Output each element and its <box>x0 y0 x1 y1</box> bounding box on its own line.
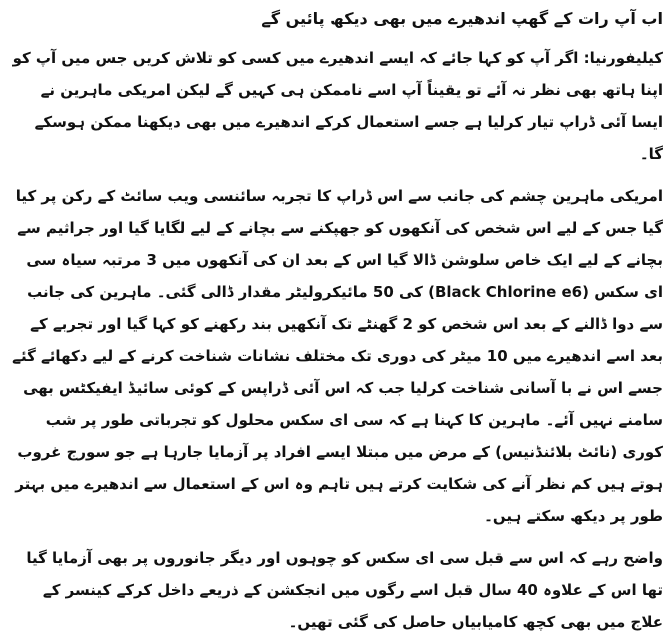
article-paragraph-intro: کیلیفورنیا: اگر آپ کو کہا جائے کہ ایسے اندھیرے میں کسی کو تلاش کریں جس میں آپ کو اپنا ہاتھ بھی نظر نہ آئے تو یقیناً آپ اسے ناممکن ہی کہیں گے لیکن امریکی ماہرین نے ایسا آئی ڈراپ تیار کرلیا ہے جسے استعمال کرکے اندھیرے میں بھی دیکھنا ممکن ہوسکے گا۔ <box>12 49 663 163</box>
article-title: اب آپ رات کے گھپ اندھیرے میں بھی دیکھ پائیں گے <box>261 9 663 28</box>
article-paragraph-experiment: امریکی ماہرین چشم کی جانب سے اس ڈراپ کا تجربہ سائنسی ویب سائٹ کے رکن پر کیا گیا جس کے لیے اس شخص کی آنکھوں کو جھپکنے سے بچانے کے لیے لگایا گیا اور جراثیم سے بچانے کے لیے ایک خاص سلوشن ڈالا گیا اس کے بعد ان کی آنکھوں میں 3 مرتبہ سیاہ سی ای سکس (Black Chlorine e6) کی 50 مائیکرولیٹر مقدار ڈالی گئی۔ ماہرین کی جانب سے دوا ڈالنے کے بعد اس شخص کو 2 گھنٹے تک آنکھیں بند رکھنے کو کہا گیا اور تجربے کے بعد اسے اندھیرے میں 10 میٹر کی دوری تک مختلف نشانات شناخت کرنے کے لیے دکھائے گئے جسے اس نے با آسانی شناخت کرلیا جب کہ اس آئی ڈراپس کے کوئی سائیڈ ایفیکٹس بھی سامنے نہیں آئے۔ ماہرین کا کہنا ہے کہ سی ای سکس محلول کو تجرباتی طور پر شب کوری (نائٹ بلائنڈنیس) کے مرض میں مبتلا ایسے افراد پر آزمایا جارہا ہے جو سورج غروب ہوتے ہیں کم نظر آنے کی شکایت کرتے ہیں تاہم وہ اس کے استعمال سے اندھیرے میں بہتر طور پر دیکھ سکتے ہیں۔ <box>12 187 663 525</box>
article-paragraph-background: واضح رہے کہ اس سے قبل سی ای سکس کو چوہوں اور دیگر جانوروں پر بھی آزمایا گیا تھا اس کے علاوہ 40 سال قبل اسے رگوں میں انجکشن کے ذریعے داخل کرکے کینسر کے علاج میں بھی کچھ کامیابیاں حاصل کی گئی تھیں۔ <box>26 549 663 631</box>
